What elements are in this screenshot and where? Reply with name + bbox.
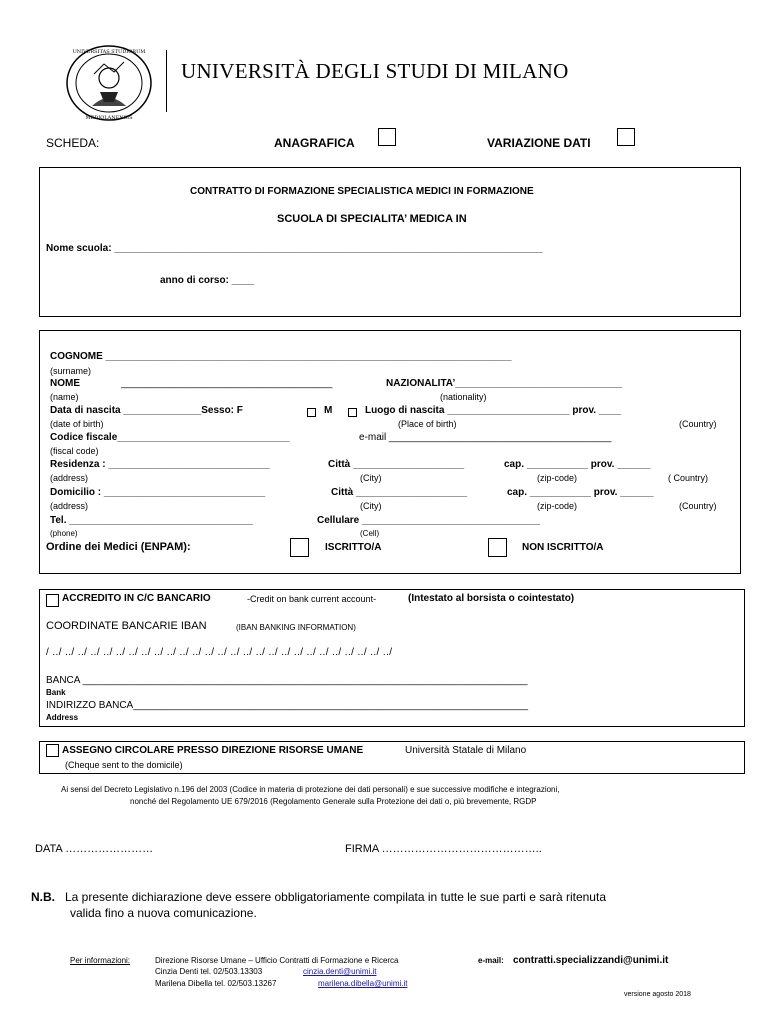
- address-sub-2: (address): [50, 501, 89, 511]
- city-sub-2: (City): [360, 501, 382, 511]
- cognome-field[interactable]: COGNOME _________________________________________________________________________: [50, 351, 512, 362]
- cheque-sub: (Cheque sent to the domicile): [65, 760, 183, 770]
- nome-sub: (name): [50, 392, 79, 402]
- address-sub: Address: [46, 713, 79, 722]
- anagrafica-label: ANAGRAFICA: [274, 136, 355, 150]
- marilena-email-link[interactable]: marilena.dibella@unimi.it: [318, 979, 408, 988]
- indirizzo-banca-field[interactable]: INDIRIZZO BANCA_______________________________________________________________________: [46, 700, 529, 711]
- header-divider: [166, 50, 167, 112]
- data-nascita-sub: (date of birth): [50, 419, 104, 429]
- address-sub-1: (address): [50, 473, 89, 483]
- codice-fiscale-field[interactable]: Codice fiscale_______________________________: [50, 432, 290, 443]
- iban-info-label: (IBAN BANKING INFORMATION): [236, 623, 356, 632]
- city-sub-1: (City): [360, 473, 382, 483]
- contract-title: CONTRATTO DI FORMAZIONE SPECIALISTICA MEDICI IN FORMAZIONE: [190, 186, 534, 197]
- sesso-m-label: M: [324, 405, 333, 416]
- personal-data-box: [39, 330, 741, 574]
- email-field[interactable]: e-mail ________________________________________: [359, 432, 612, 443]
- data-nascita-field[interactable]: Data di nascita ______________Sesso: F: [50, 405, 243, 416]
- cell-sub: (Cell): [360, 529, 380, 538]
- privacy-line-2: nonché del Regolamento UE 679/2016 (Regolamento Generale sulla Protezione dei dati o, più brevemente, RGDP: [130, 797, 537, 806]
- residenza-field[interactable]: Residenza : _____________________________: [50, 459, 270, 470]
- nazionalita-field[interactable]: NAZIONALITA’______________________________: [386, 378, 623, 389]
- cinzia-email-link[interactable]: cinzia.denti@unimi.it: [303, 967, 377, 976]
- nome-label: NOME: [50, 378, 80, 389]
- versione-label: versione agosto 2018: [624, 991, 691, 998]
- assegno-univ: Università Statale di Milano: [405, 745, 527, 756]
- luogo-sub: (Place of birth): [398, 419, 457, 429]
- university-name: UNIVERSITÀ DEGLI STUDI DI MILANO: [181, 59, 569, 83]
- scheda-label: SCHEDA:: [46, 136, 100, 150]
- accredito-label: ACCREDITO IN C/C BANCARIO: [62, 593, 211, 604]
- iban-field[interactable]: / ../ ../ ../ ../ ../ ../ ../ ../ ../ ../ ../ ../ ../ ../ ../ ../ ../ ../ ../ ../ ../ ../ ../ ../ ../ ../ ../: [46, 647, 393, 658]
- cinzia-contact: Cinzia Denti tel. 02/503.13303: [155, 967, 263, 976]
- coordinate-label: COORDINATE BANCARIE IBAN: [46, 620, 207, 632]
- tel-field[interactable]: Tel. _________________________________: [50, 515, 253, 526]
- per-informazioni: Per informazioni:: [70, 956, 131, 965]
- nazionalita-sub: (nationality): [440, 392, 487, 402]
- nome-field[interactable]: ______________________________________: [121, 378, 333, 389]
- intestato-label: (Intestato al borsista o cointestato): [408, 593, 575, 604]
- anagrafica-checkbox[interactable]: [378, 128, 396, 146]
- university-seal: [64, 44, 154, 122]
- anno-corso-field[interactable]: anno di corso: ____: [160, 275, 254, 286]
- nb-label: N.B.: [31, 890, 55, 904]
- privacy-line-1: Ai sensi del Decreto Legislativo n.196 del 2003 (Codice in materia di protezione dei dati personali) e sue successive modifiche e integrazioni,: [61, 785, 560, 794]
- assegno-checkbox[interactable]: [46, 744, 59, 757]
- contract-subtitle: SCUOLA DI SPECIALITA’ MEDICA IN: [277, 213, 467, 225]
- marilena-contact: Marilena Dibella tel. 02/503.13267: [155, 979, 277, 988]
- cognome-sub: (surname): [50, 366, 92, 376]
- nome-scuola-field[interactable]: Nome scuola: _____________________________________________________________________________: [46, 243, 543, 254]
- banca-field[interactable]: BANCA ________________________________________________________________________________: [46, 675, 528, 686]
- citta-residenza-field[interactable]: Città ____________________: [328, 459, 465, 470]
- accredito-checkbox[interactable]: [46, 594, 59, 607]
- iscritto-label: ISCRITTO/A: [325, 542, 382, 553]
- sesso-m-checkbox[interactable]: [348, 408, 357, 417]
- zip-sub-2: (zip-code): [537, 501, 578, 511]
- ordine-medici-label: Ordine dei Medici (ENPAM):: [46, 541, 191, 553]
- sesso-f-checkbox[interactable]: [307, 408, 316, 417]
- svg-text:MEDIOLANENSIS: MEDIOLANENSIS: [85, 115, 133, 121]
- iscritto-checkbox[interactable]: [290, 538, 309, 557]
- country-sub-3: (Country): [679, 501, 717, 511]
- bank-sub: Bank: [46, 688, 66, 697]
- variazione-label: VARIAZIONE DATI: [487, 136, 591, 150]
- country-sub-2: ( Country): [668, 473, 709, 483]
- country-sub-1: (Country): [679, 419, 717, 429]
- svg-text:UNIVERSITAS STUDIORUM: UNIVERSITAS STUDIORUM: [72, 49, 146, 55]
- cap-residenza-field[interactable]: cap. ___________ prov. ______: [504, 459, 651, 470]
- cellulare-field[interactable]: Cellulare ________________________________: [317, 515, 540, 526]
- variazione-checkbox[interactable]: [617, 128, 635, 146]
- nb-line-1: La presente dichiarazione deve essere obbligatoriamente compilata in tutte le sue parti e sarà ritenuta: [65, 890, 606, 904]
- domicilio-field[interactable]: Domicilio : _____________________________: [50, 487, 266, 498]
- non-iscritto-label: NON ISCRITTO/A: [522, 542, 604, 553]
- nb-line-2: valida fino a nuova comunicazione.: [70, 906, 257, 920]
- email-main: contratti.specializzandi@unimi.it: [513, 955, 669, 966]
- cap-domicilio-field[interactable]: cap. ___________ prov. ______: [507, 487, 654, 498]
- data-field[interactable]: DATA ……………………: [35, 843, 154, 855]
- luogo-nascita-field[interactable]: Luogo di nascita ______________________ prov. ____: [365, 405, 622, 416]
- firma-field[interactable]: FIRMA ……………………………………..: [345, 843, 542, 855]
- assegno-label: ASSEGNO CIRCOLARE PRESSO DIREZIONE RISORSE UMANE: [62, 745, 364, 756]
- non-iscritto-checkbox[interactable]: [488, 538, 507, 557]
- email-label: e-mail:: [478, 956, 504, 965]
- direzione-text: Direzione Risorse Umane – Ufficio Contratti di Formazione e Ricerca: [155, 956, 399, 965]
- codice-sub: (fiscal code): [50, 446, 99, 456]
- zip-sub-1: (zip-code): [537, 473, 578, 483]
- citta-domicilio-field[interactable]: Città ____________________: [331, 487, 468, 498]
- phone-sub: (phone): [50, 529, 78, 538]
- credit-label: -Credit on bank current account-: [247, 594, 377, 604]
